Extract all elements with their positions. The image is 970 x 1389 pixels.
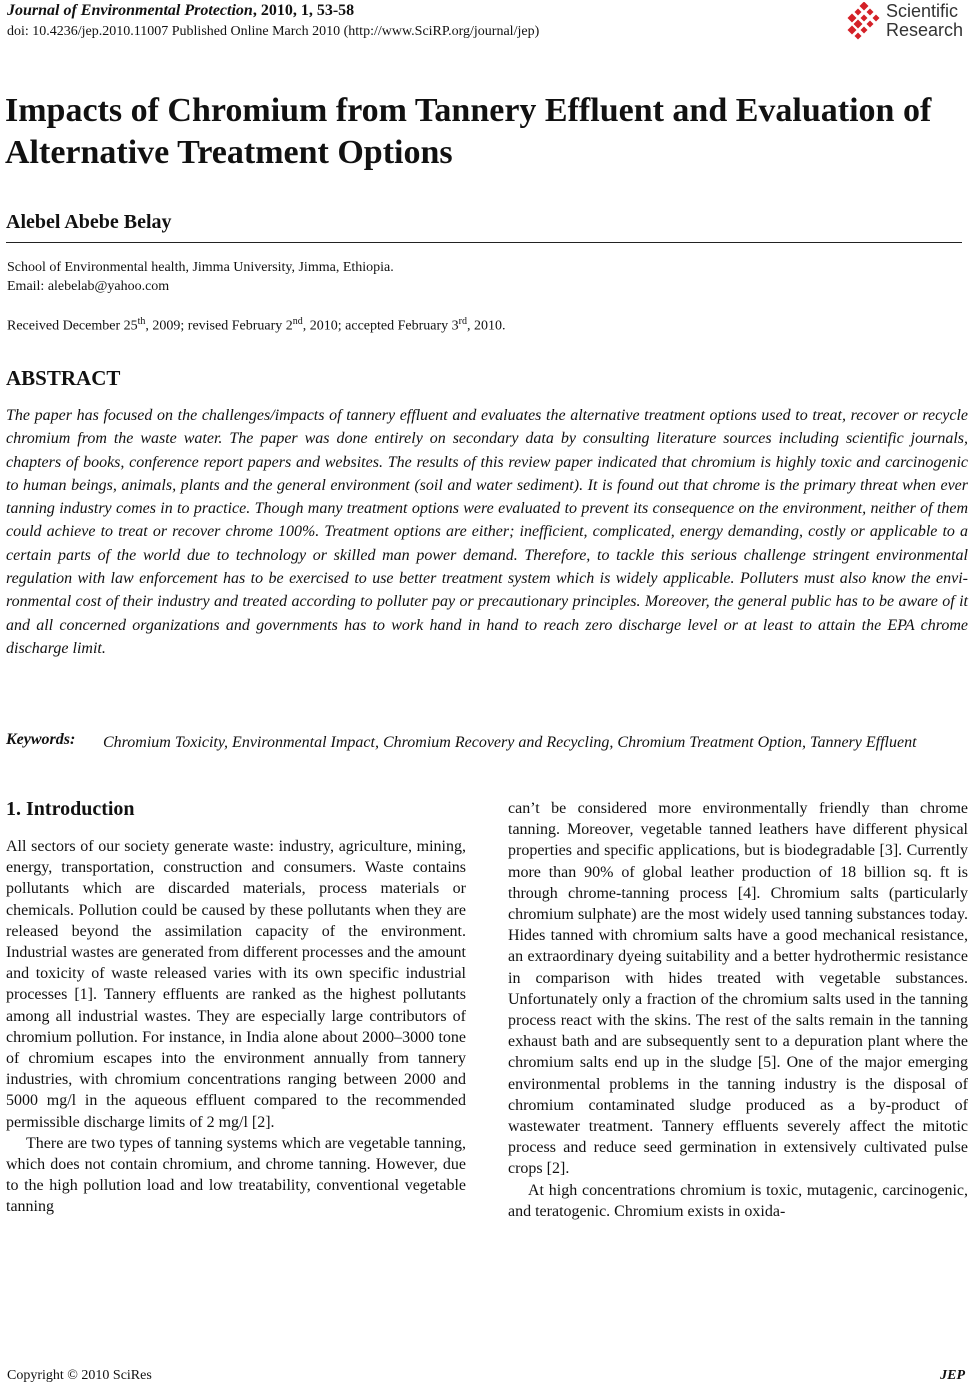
doi-line: doi: 10.4236/jep.2010.11007 Published Online March 2010 (http://www.SciRP.org/journal/jep) [7,24,540,39]
accepted-sup: rd [458,316,467,327]
logo-diamond [861,27,868,34]
keywords-label: Keywords: [6,731,76,748]
article-title: Impacts of Chromium from Tannery Effluent and Evaluation of Alternative Treatment Options [5,92,932,171]
journal-volume: , 2010, 1, 53-58 [252,2,355,19]
author-name: Alebel Abebe Belay [6,211,172,233]
intro-paragraph-2: There are two types of tanning systems which are vegetable tanning, which does not contain chromium, and chrome tanning. However, due to the high pollution load and low treatability, conventional vegetable tanning [6,1134,466,1216]
intro-paragraph-1: All sectors of our society generate waste: industry, agriculture, mining, energy, transportation, construction and consumers. Waste contains pollutants which are discarded materials, process materials or chemicals. Pollution could be caused by these pollutants when they are released beyond the assimilation capacity of the environment. Industrial wastes are generated from different processes and the amount and toxicity of waste released varies with its own specific industrial processes [1]. Tannery effluents are ranked as the highest pollutants among all industrial wastes. They are especially large contributors of chromium pollution. For instance, in India alone about 2000–3000 tone of chromium escapes into the environment annually from tannery industries, with chromium concentrations ranging between 2000 and 5000 mg/l in the aqueous effluent compared to the recommended permissible discharge limits of 2 mg/l [2]. [6,838,466,1131]
abstract-text: The paper has focused on the challenges/impacts of tannery effluent and evaluates the alternative treatment options used to treat, recover or recycle chromium from the waste water. The paper was done entirely on secondary data by consulting literature sources including scientific journals, chapters of books, conference report papers and websites. The results of this review paper indicated that chromium is highly toxic and carcinogenic to human beings, animals, plants and the general environment (soil and water sediment). It is found out that chrome is the primary threat when ever tanning industry comes in to practice. Though many treatment options were evaluated to prevent its consequence on the environment, neither of them could achieve to treat or recover chrome 100%. Treatment options are either; inefficient, complicated, energy demanding, costly or applicable to a certain parts of the world due to technology or skilled man power demand. Therefore, to tackle this serious challenge stringent environmental regulation with law enforcement has to be exercised to use better treatment system which is widely applicable. Polluters must also know the environmental cost of their industry and treated according to polluter pay or precautionary principles. Moreover, the general public has to be aware of it and all concerned organizations and governments has to work hand in hand to reach zero discharge level or at least to attain the EPA chrome discharge limit. [6,407,968,657]
keywords-text: Chromium Toxicity, Environmental Impact, Chromium Recovery and Recycling, Chromium Treatment Option, Tannery Effluent [103,734,917,751]
journal-name: Journal of Environmental Protection [7,2,253,19]
logo-diamond [861,15,868,22]
logo-diamond [848,26,857,35]
affiliation-block [7,258,394,296]
logo-text-scientific: Scientific [886,1,959,21]
received-text: Received December 25 [7,318,138,334]
logo-diamond-icon [846,2,882,40]
logo-diamond [854,20,863,29]
introduction-heading: 1. Introduction [6,798,135,820]
left-column [6,836,466,1218]
logo-diamond [855,33,862,40]
intro-paragraph-3: can’t be considered more environmentally friendly than chrome tanning. Moreover, vegetable tanned leathers have different physical properties and specific applications, but is biodegradable [3]. Currently more than 90% of global leather production of 18 billion sq. ft is through chrome-tanning process [4]. Chromium salts (particularly chromium sulphate) are the most widely used tanning substances today. Hides tanned with chromium salts have a good mechanical resistance, an extraordinary dyeing suitability and a better hydrothermic resistance in comparison with hides treated with vegetable substances. Unfortunately only a fraction of the chromium salts used in the tanning process react with the skins. The rest of the salts remain in the tanning exhaust bath and are subsequently sent to a depuration plant where the chromium salts end up in the sludge [5]. One of the major emerging environmental problems in the tanning industry is the disposal of chromium contaminated sludge produced as a by-product of wastewater treatment. Tannery effluents severely affect the mitotic process and reduce seed germination in extensively cultivated pulse crops [2]. [508,800,968,1178]
revised-text: , 2009; revised February 2 [145,318,293,334]
revised-sup: nd [292,316,303,327]
received-sup: th [137,316,146,327]
abstract-heading: ABSTRACT [6,366,121,390]
footer-copyright: Copyright © 2010 SciRes [7,1368,152,1383]
header-divider [6,242,962,243]
logo-diamond [848,14,857,23]
intro-paragraph-4: At high concentrations chromium is toxic, mutagenic, carcinogenic, and teratogenic. Chromium exists in oxida- [508,1181,968,1220]
publisher-logo [846,0,966,44]
logo-diamond [867,21,874,28]
logo-diamond [873,15,880,22]
logo-diamond [867,9,874,16]
logo-diamond [855,9,862,16]
logo-text-research: Research [886,20,964,40]
accepted-text: , 2010; accepted February 3 [302,318,459,334]
accepted-year: , 2010. [466,318,506,334]
footer-journal-abbr: JEP [940,1368,965,1383]
author-email: Email: alebelab@yahoo.com [7,279,170,294]
affiliation: School of Environmental health, Jimma University, Jimma, Ethiopia. [7,260,394,275]
logo-diamond [860,2,869,11]
received-dates [7,316,505,335]
right-column [508,798,968,1222]
journal-citation [7,2,354,20]
